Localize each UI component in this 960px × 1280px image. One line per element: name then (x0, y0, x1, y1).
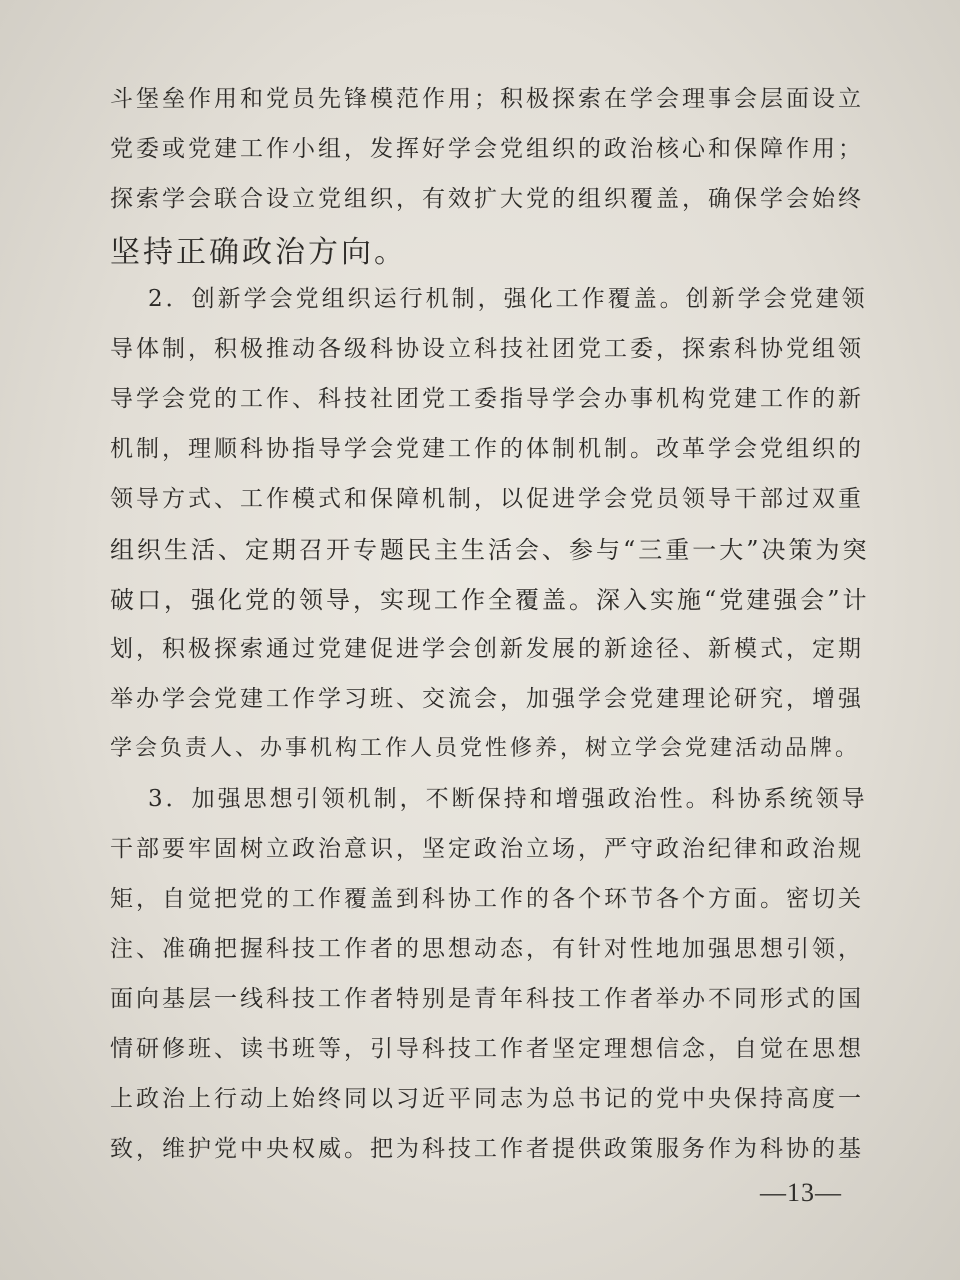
text-line: 上政治上行动上始终同以习近平同志为总书记的党中央保持高度一 (110, 1086, 864, 1112)
text-line: 注、准确把握科技工作者的思想动态，有针对性地加强思想引领， (110, 936, 864, 962)
text-line: 探索学会联合设立党组织，有效扩大党的组织覆盖，确保学会始终 (110, 186, 864, 212)
text-line: 2．创新学会党组织运行机制，强化工作覆盖。创新学会党建领 (148, 286, 868, 312)
text-line: 党委或党建工作小组，发挥好学会党组织的政治核心和保障作用； (110, 136, 864, 162)
text-line: 3．加强思想引领机制，不断保持和增强政治性。科协系统领导 (148, 786, 868, 812)
text-line: 学会负责人、办事机构工作人员党性修养，树立学会党建活动品牌。 (110, 736, 861, 761)
text-line: 致，维护党中央权威。把为科技工作者提供政策服务作为科协的基 (110, 1136, 864, 1162)
text-line: 干部要牢固树立政治意识，坚定政治立场，严守政治纪律和政治规 (110, 836, 864, 862)
text-line: 组织生活、定期召开专题民主生活会、参与“三重一大”决策为突 (110, 536, 870, 564)
text-line: 举办学会党建工作学习班、交流会，加强学会党建理论研究，增强 (110, 686, 864, 712)
text-line: 导学会党的工作、科技社团党工委指导学会办事机构党建工作的新 (110, 386, 864, 412)
text-line: 面向基层一线科技工作者特别是青年科技工作者举办不同形式的国 (110, 986, 864, 1012)
text-line: 领导方式、工作模式和保障机制，以促进学会党员领导干部过双重 (110, 486, 864, 512)
text-line: 破口，强化党的领导，实现工作全覆盖。深入实施“党建强会”计 (110, 586, 870, 614)
text-line: 导体制，积极推动各级科协设立科技社团党工委，探索科协党组领 (110, 336, 864, 362)
page-number: —13— (760, 1178, 842, 1207)
text-line: 斗堡垒作用和党员先锋模范作用；积极探索在学会理事会层面设立 (110, 86, 864, 112)
text-line: 机制，理顺科协指导学会党建工作的体制机制。改革学会党组织的 (110, 436, 864, 462)
text-line: 坚持正确政治方向。 (110, 235, 407, 270)
text-line: 划，积极探索通过党建促进学会创新发展的新途径、新模式，定期 (110, 636, 864, 662)
text-line: 矩，自觉把党的工作覆盖到科协工作的各个环节各个方面。密切关 (110, 886, 864, 912)
text-line: 情研修班、读书班等，引导科技工作者坚定理想信念，自觉在思想 (110, 1036, 864, 1062)
